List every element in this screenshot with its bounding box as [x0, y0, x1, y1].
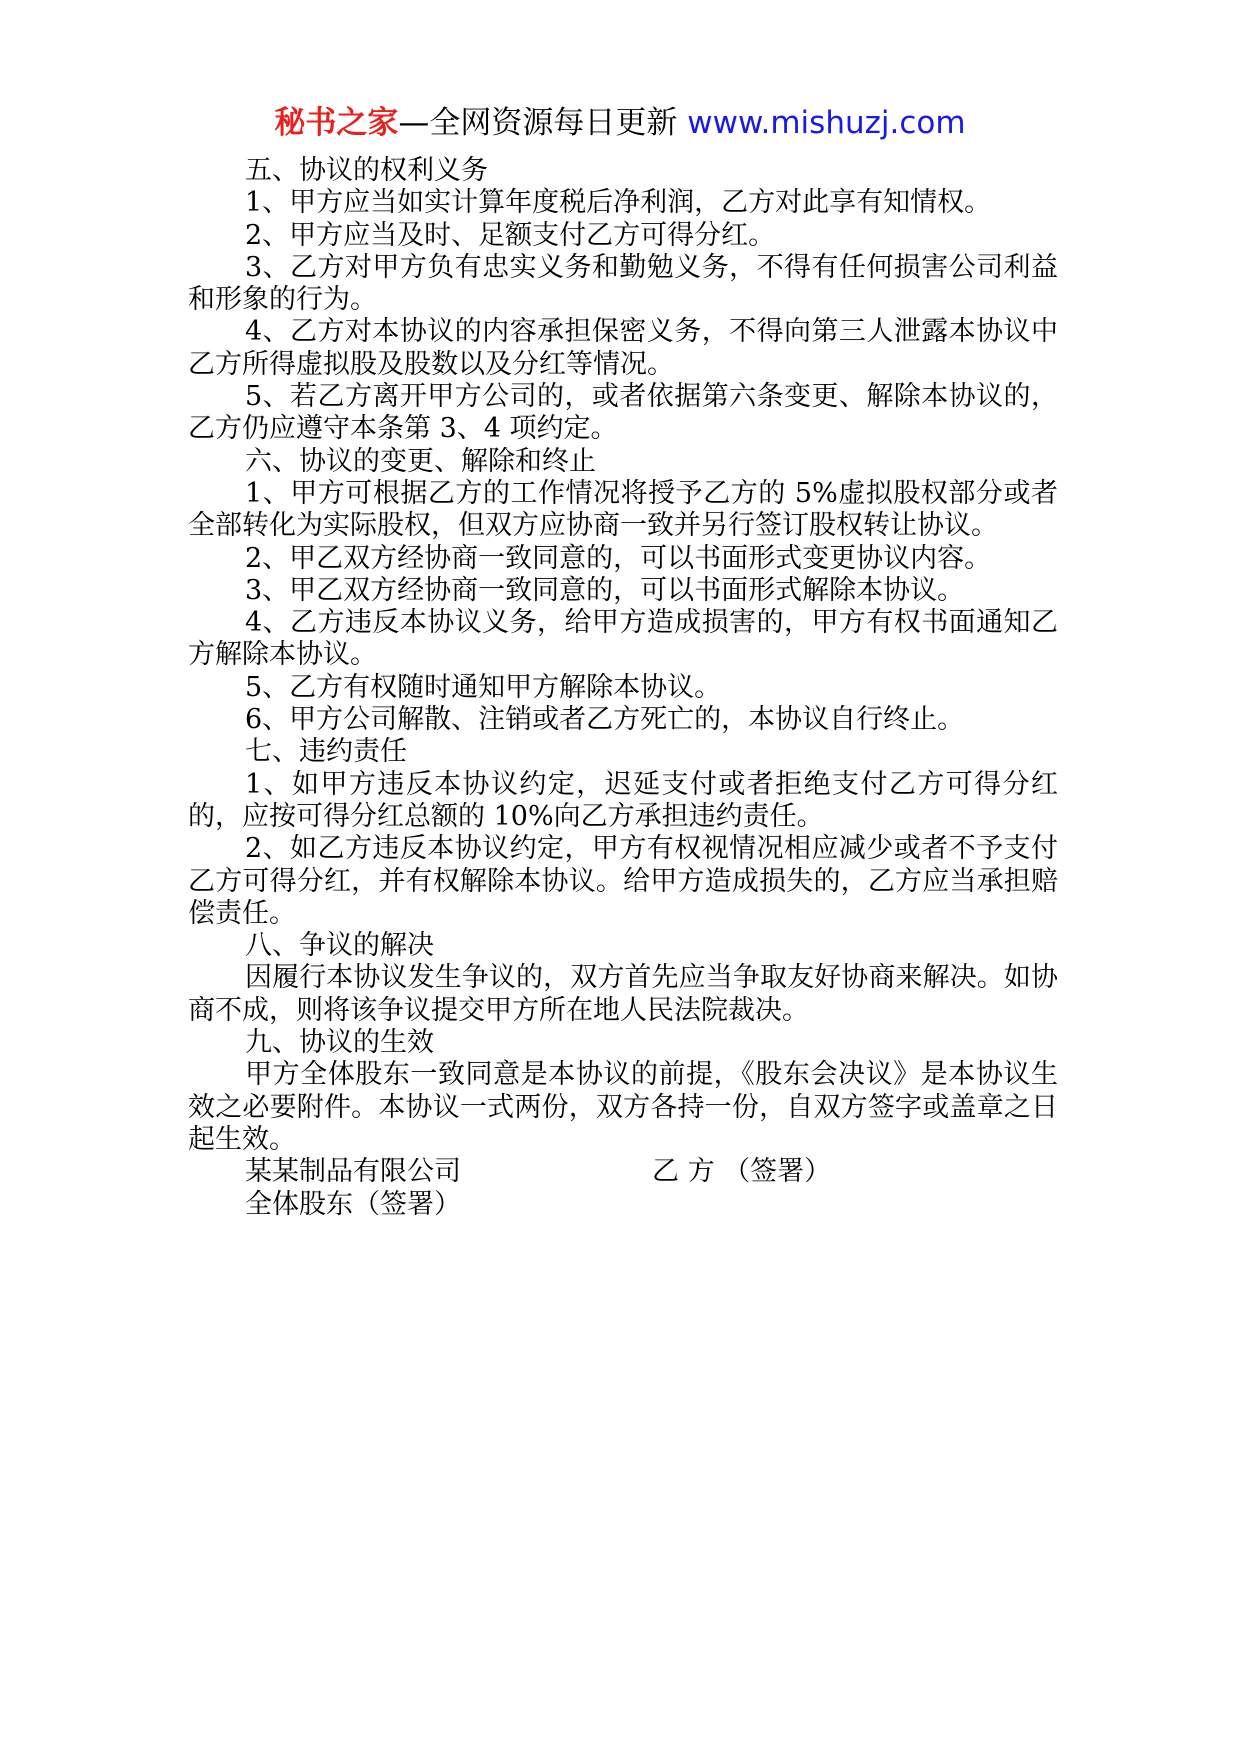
clause-9: 甲方全体股东一致同意是本协议的前提，《股东会决议》是本协议生效之必要附件。本协议一式两份，双方各持一份，自双方签字或盖章之日起生效。 — [188, 1059, 1058, 1155]
clause-7-1: 1、如甲方违反本协议约定，迟延支付或者拒绝支付乙方可得分红的，应按可得分红总额的 10%向乙方承担违约责任。 — [188, 768, 1058, 832]
section-heading-6: 六、协议的变更、解除和终止 — [245, 445, 596, 477]
clause-5-1: 1、甲方应当如实计算年度税后净利润，乙方对此享有知情权。 — [245, 187, 992, 219]
signature-row — [188, 1156, 1058, 1188]
agreement-body — [188, 155, 1058, 1221]
clause-7-2: 2、如乙方违反本协议约定，甲方有权视情况相应减少或者不予支付乙方可得分红，并有权解除本协议。给甲方造成损失的，乙方应当承担赔偿责任。 — [188, 833, 1058, 929]
clause-5-4: 4、乙方对本协议的内容承担保密义务，不得向第三人泄露本协议中乙方所得虚拟股及股数以及分红等情况。 — [188, 316, 1058, 380]
clause-6-2: 2、甲乙双方经协商一致同意的，可以书面形式变更协议内容。 — [245, 542, 992, 574]
clause-5-5: 5、若乙方离开甲方公司的，或者依据第六条变更、解除本协议的，乙方仍应遵守本条第 3、4 项约定。 — [188, 381, 1058, 445]
clause-6-1: 1、甲方可根据乙方的工作情况将授予乙方的 5%虚拟股权部分或者全部转化为实际股权，但双方应协商一致并另行签订股权转让协议。 — [188, 477, 1058, 542]
party-a-signature-label: 某某制品有限公司 — [245, 1156, 461, 1188]
section-heading-5: 五、协议的权利义务 — [245, 155, 488, 186]
site-url-link[interactable]: www.mishuzj.com — [687, 105, 966, 141]
section-heading-8: 八、争议的解决 — [245, 930, 434, 962]
party-b-signature-label: 乙 方 （签署） — [652, 1156, 832, 1188]
section-heading-9: 九、协议的生效 — [245, 1027, 434, 1059]
brand-name: 秘书之家 — [274, 105, 399, 141]
shareholders-signature-label: 全体股东（签署） — [245, 1188, 461, 1220]
clause-6-5: 5、乙方有权随时通知甲方解除本协议。 — [245, 671, 722, 703]
clause-6-4: 4、乙方违反本协议义务，给甲方造成损害的，甲方有权书面通知乙方解除本协议。 — [188, 607, 1058, 671]
site-header — [0, 100, 1240, 146]
clause-6-6: 6、甲方公司解散、注销或者乙方死亡的，本协议自行终止。 — [245, 704, 965, 736]
clause-5-3: 3、乙方对甲方负有忠实义务和勤勉义务，不得有任何损害公司利益和形象的行为。 — [188, 251, 1058, 316]
clause-5-2: 2、甲方应当及时、足额支付乙方可得分红。 — [245, 219, 776, 251]
clause-8: 因履行本协议发生争议的，双方首先应当争取友好协商来解决。如协商不成，则将该争议提交甲方所在地人民法院裁决。 — [188, 962, 1058, 1026]
header-slogan: —全网资源每日更新 — [398, 105, 678, 141]
clause-6-3: 3、甲乙双方经协商一致同意的，可以书面形式解除本协议。 — [245, 574, 965, 606]
shareholders-signature-row — [188, 1189, 1058, 1221]
section-heading-7: 七、违约责任 — [245, 736, 407, 768]
